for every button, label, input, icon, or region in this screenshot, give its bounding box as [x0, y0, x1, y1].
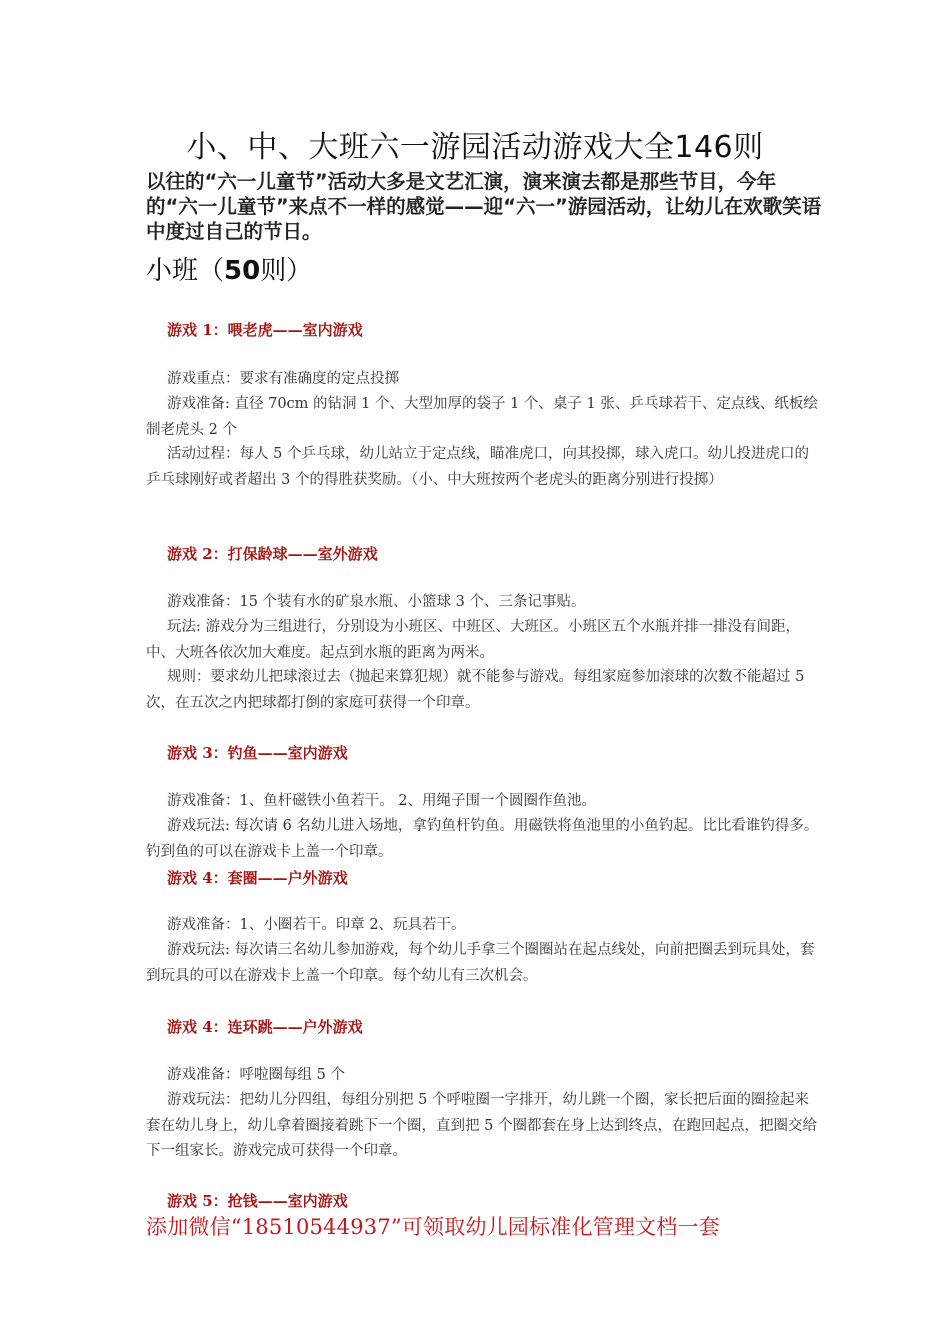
game-paragraph: 游戏准备：1、鱼杆磁铁小鱼若干。 2、用绳子围一个圆圈作鱼池。: [167, 793, 597, 809]
game-heading: 游戏 1：喂老虎——室内游戏: [167, 321, 363, 339]
section-heading: [146, 250, 312, 287]
game-heading: 游戏 4：套圈——户外游戏: [167, 869, 348, 887]
intro-paragraph: 以往的“六一儿童节”活动大多是文艺汇演，演来演去都是那些节目，今年的“六一儿童节”来点不一样的感觉——迎“六一”游园活动，让幼儿在欢歌笑语中度过自己的节日。: [146, 170, 822, 243]
game-paragraph: 游戏重点：要求有准确度的定点投掷: [167, 371, 399, 387]
game-heading: 游戏 3：钓鱼——室内游戏: [167, 744, 348, 762]
game-paragraph: 游戏准备：呼啦圈每组 5 个: [167, 1067, 345, 1083]
game-heading: 游戏 5：抢钱——室内游戏: [167, 1192, 348, 1210]
wechat-promo-footer: 添加微信“18510544937”可领取幼儿园标准化管理文档一套: [146, 1215, 720, 1239]
game-paragraph: 活动过程：每人 5 个乒乓球，幼儿站立于定点线，瞄准虎口，向其投掷，球入虎口。幼儿投进虎口的乒乓球刚好或者超出 3 个的得胜获奖励。（小、中大班按两个老虎头的距离分别进行投掷）: [146, 446, 809, 488]
game-paragraph: 游戏玩法：把幼儿分四组，每组分别把 5 个呼啦圈一字排开，幼儿跳一个圈，家长把后面的圈捡起来套在幼儿身上，幼儿拿着圈接着跳下一个圈，直到把 5 个圈都套在身上达到终点，在跑回起点，把圈交给下一组家长。游戏完成可获得一个印章。: [146, 1092, 817, 1159]
section-suffix: 则）: [260, 256, 313, 286]
game-paragraph: 游戏准备: 直径 70cm 的钻洞 1 个、大型加厚的袋子 1 个、桌子 1 张、乒乓球若干、定点线、纸板绘制老虎头 2 个: [146, 396, 818, 438]
game-heading: 游戏 2：打保龄球——室外游戏: [167, 545, 378, 563]
game-paragraph: 玩法: 游戏分为三组进行，分别设为小班区、中班区、大班区。小班区五个水瓶并排一排没有间距，中、大班各依次加大难度。起点到水瓶的距离为两米。: [146, 619, 800, 661]
game-paragraph: 游戏玩法: 每次请三名幼儿参加游戏，每个幼儿手拿三个圈圈站在起点线处，向前把圈丢到玩具处，套到玩具的可以在游戏卡上盖一个印章。每个幼儿有三次机会。: [146, 942, 815, 984]
game-heading: 游戏 4：连环跳——户外游戏: [167, 1018, 363, 1036]
game-paragraph: 游戏准备：15 个装有水的矿泉水瓶、小篮球 3 个、三条记事贴。: [167, 594, 586, 610]
section-label: 小班（: [146, 256, 225, 286]
game-paragraph: 规则：要求幼儿把球滚过去（抛起来算犯规）就不能参与游戏。每组家庭参加滚球的次数不能超过 5 次，在五次之内把球都打倒的家庭可获得一个印章。: [146, 669, 805, 711]
section-count: 50: [224, 256, 261, 286]
game-paragraph: 游戏准备：1、小圈若干。印章 2、玩具若干。: [167, 917, 466, 933]
document-title: 小、中、大班六一游园活动游戏大全146则: [186, 130, 764, 165]
game-paragraph: 游戏玩法: 每次请 6 名幼儿进入场地，拿钓鱼杆钓鱼。用磁铁将鱼池里的小鱼钓起。比比看谁钓得多。钓到鱼的可以在游戏卡上盖一个印章。: [146, 818, 819, 860]
